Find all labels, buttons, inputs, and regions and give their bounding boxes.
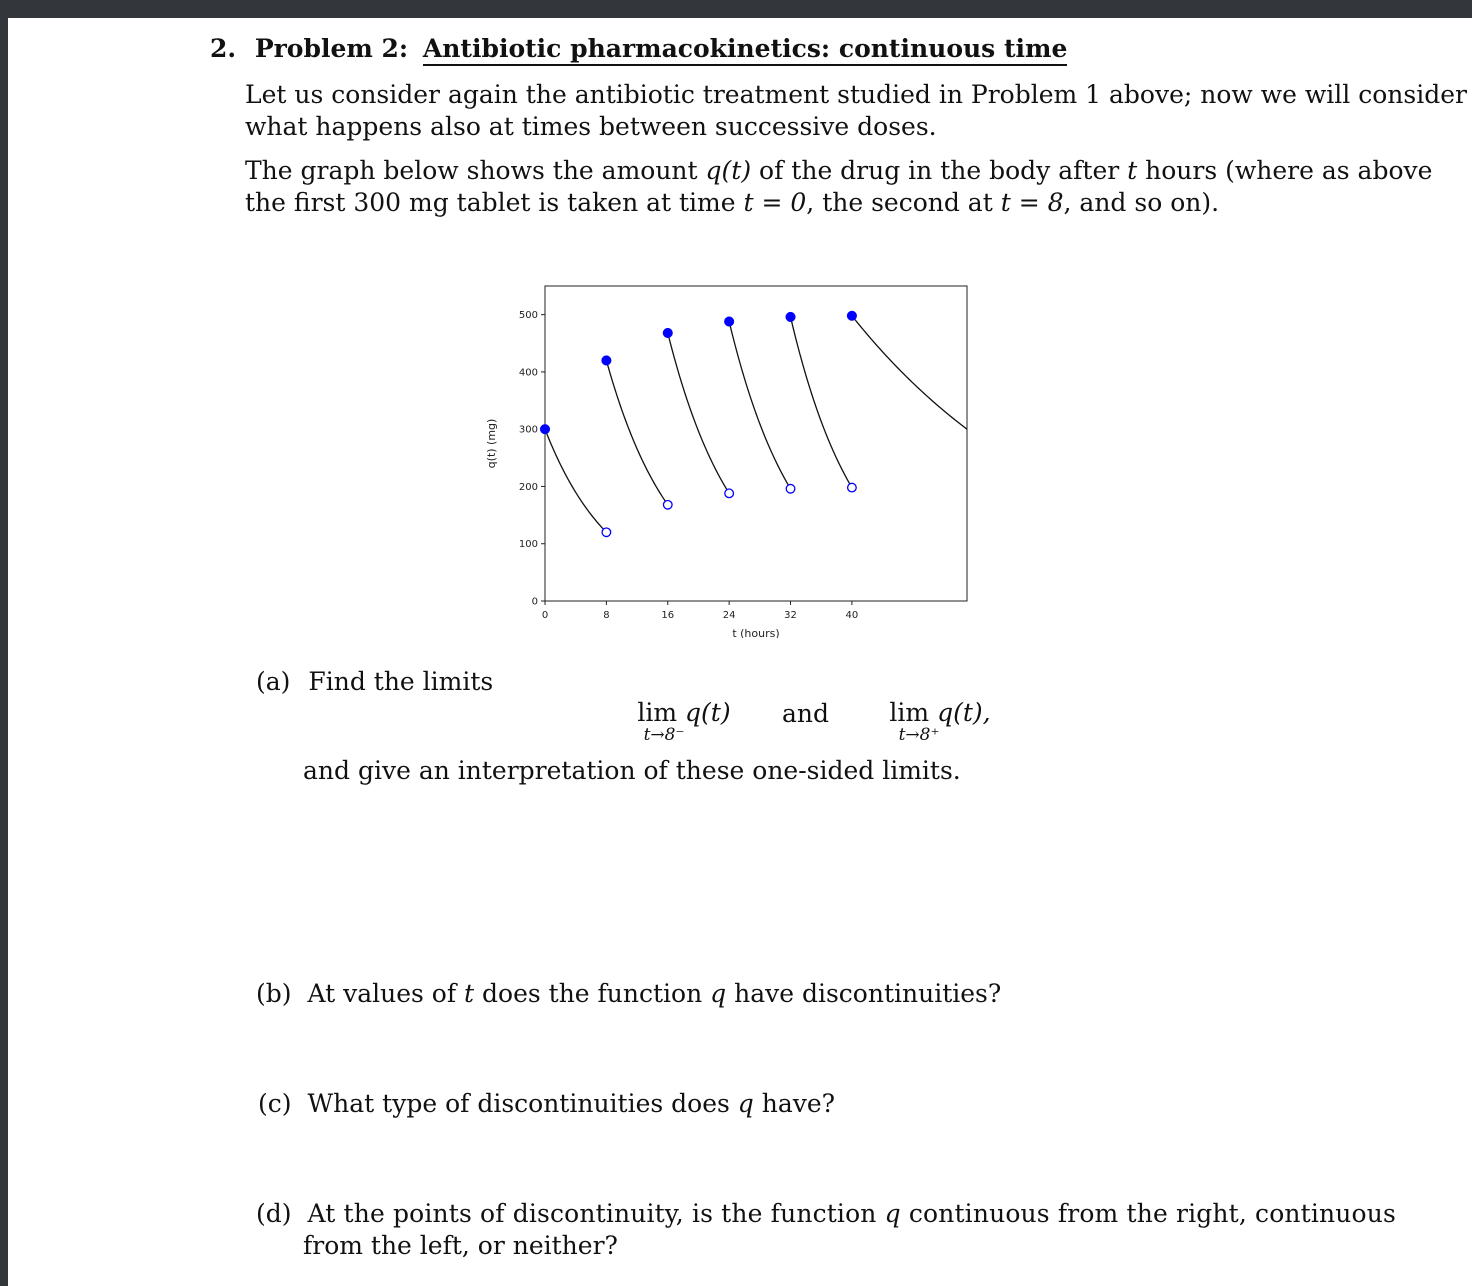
part-b	[256, 978, 1001, 1010]
y-tick-label: 100	[518, 539, 538, 551]
lim-subscript-right: t→8⁺	[898, 725, 940, 745]
x-tick-label: 16	[661, 610, 675, 621]
open-point	[725, 489, 734, 498]
y-tick-label: 500	[518, 310, 538, 322]
filled-point	[786, 312, 796, 322]
y-axis-label: q(t) (mg)	[485, 418, 498, 469]
filled-point	[663, 328, 673, 338]
math-q: q	[737, 1089, 754, 1118]
problem-label: Problem 2:	[254, 34, 409, 63]
problem-heading	[210, 34, 1067, 63]
open-point	[848, 483, 857, 492]
lim-function: q(t),	[937, 698, 991, 727]
math-q: q	[710, 979, 727, 1008]
part-d-label: (d)	[256, 1199, 292, 1228]
lim-subscript-left: t→8⁻	[643, 725, 685, 745]
filled-point	[540, 424, 550, 434]
open-point	[786, 484, 795, 493]
graph-intro-text: the first 300 mg tablet is taken at time	[245, 188, 744, 217]
part-d-line-2: from the left, or neither?	[303, 1231, 618, 1260]
part-b-text: have discontinuities?	[726, 979, 1002, 1008]
document-page	[8, 18, 1472, 1286]
problem-number: 2.	[210, 34, 237, 63]
filled-point	[602, 356, 612, 366]
part-d-text: At the points of discontinuity, is the function	[307, 1199, 885, 1228]
left-limit-expression	[624, 700, 744, 744]
x-tick-label: 32	[784, 610, 797, 621]
and-connector: and	[782, 699, 830, 728]
problem-title: Antibiotic pharmacokinetics: continuous time	[423, 34, 1068, 66]
y-tick-label: 400	[518, 367, 538, 379]
math-t-eq-8: t = 8	[1000, 188, 1064, 217]
part-c-label: (c)	[258, 1089, 292, 1118]
right-limit-expression	[878, 700, 1002, 744]
math-t-eq-0: t = 0	[743, 188, 807, 217]
part-a	[256, 666, 493, 698]
part-c-text: have?	[753, 1089, 836, 1118]
y-tick-label: 200	[518, 481, 538, 493]
math-t: t	[464, 979, 475, 1008]
x-tick-label: 40	[845, 610, 859, 621]
part-b-text: does the function	[474, 979, 711, 1008]
lim-function: q(t)	[685, 698, 731, 727]
intro-line-1: Let us consider again the antibiotic treatment studied in Problem 1 above; now we will consider	[245, 80, 1467, 109]
graph-intro-line-1	[245, 155, 1432, 187]
pharmacokinetics-chart	[468, 258, 988, 638]
part-a-followup: and give an interpretation of these one-sided limits.	[303, 756, 961, 785]
filled-point	[847, 311, 857, 321]
part-b-text: At values of	[307, 979, 465, 1008]
lim-operator: lim	[637, 698, 678, 727]
part-d-text: continuous from the right, continuous	[900, 1199, 1396, 1228]
open-point	[663, 500, 672, 509]
part-a-text: Find the limits	[308, 667, 494, 696]
math-qt: q(t)	[705, 156, 752, 185]
math-q: q	[884, 1199, 901, 1228]
intro-line-2: what happens also at times between successive doses.	[245, 112, 937, 141]
graph-intro-text: , and so on).	[1063, 188, 1220, 217]
part-c	[258, 1088, 835, 1120]
graph-intro-text: hours (where as above	[1137, 156, 1433, 185]
y-tick-label: 0	[531, 596, 538, 608]
math-t: t	[1127, 156, 1138, 185]
lim-operator: lim	[889, 698, 930, 727]
part-a-label: (a)	[256, 667, 291, 696]
open-point	[602, 528, 611, 537]
part-c-text: What type of discontinuities does	[307, 1089, 738, 1118]
x-tick-label: 8	[603, 610, 610, 621]
x-tick-label: 24	[722, 610, 736, 621]
y-tick-label: 300	[518, 424, 538, 436]
graph-intro-line-2	[245, 187, 1219, 219]
part-b-label: (b)	[256, 979, 292, 1008]
filled-point	[724, 317, 734, 327]
x-axis-label: t (hours)	[732, 627, 780, 638]
x-tick-label: 0	[541, 610, 549, 621]
graph-intro-text: of the drug in the body after	[751, 156, 1128, 185]
plot-frame	[545, 286, 967, 601]
graph-intro-text: , the second at	[806, 188, 1001, 217]
part-d	[256, 1198, 1396, 1230]
graph-intro-text: The graph below shows the amount	[245, 156, 706, 185]
